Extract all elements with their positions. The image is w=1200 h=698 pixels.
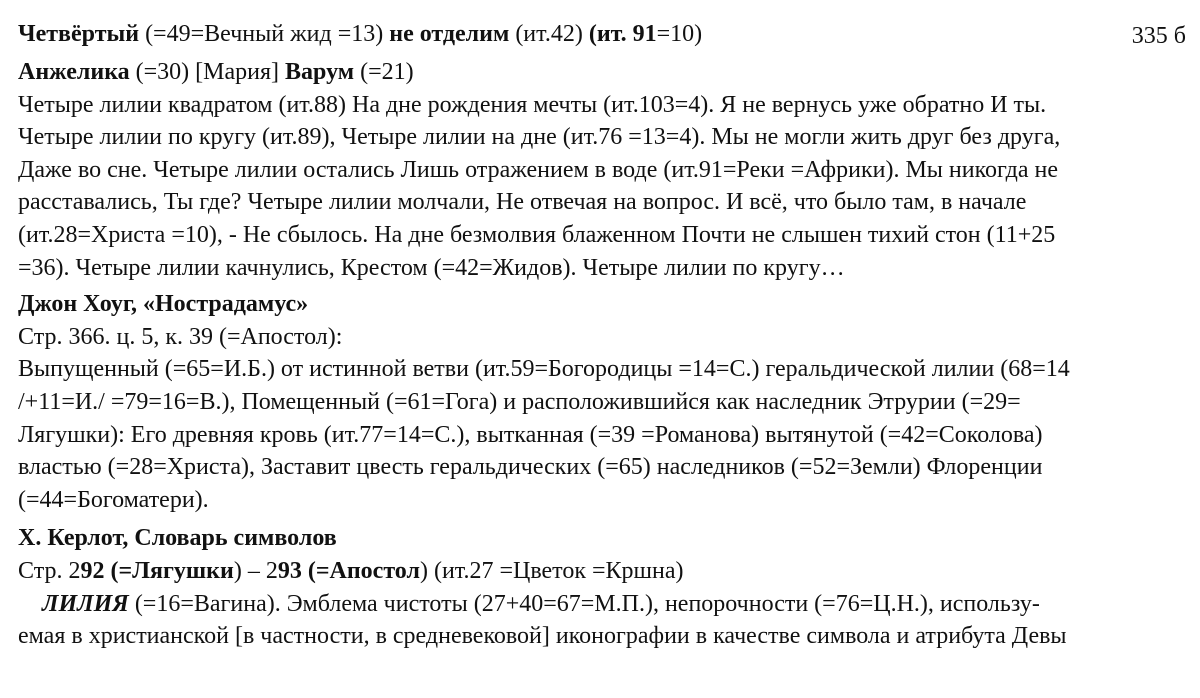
section-title-text: Х. Керлот, Словарь символов <box>18 525 337 552</box>
page-heading <box>18 18 1186 50</box>
ref-part-5: ) (ит.27 =Цветок =Кршна) <box>419 557 684 584</box>
section-title-cirlot <box>18 522 1186 555</box>
name-anzhelika: Анжелика <box>18 59 130 85</box>
heading-part-4: (ит.42) <box>509 21 589 47</box>
poem-line: Четыре лилии квадратом (ит.88) На дне рождения мечты (ит.103=4). Я не вернусь уже обратно И ты. <box>18 91 1047 118</box>
dictionary-entry-line-2: емая в христианской [в частности, в средневековой] иконографии в качестве символа и атрибута Девы <box>18 623 1067 650</box>
poem-line: =36). Четыре лилии качнулись, Крестом (=42=Жидов). Четыре лилии по кругу… <box>18 254 845 281</box>
quote-line: (=44=Богоматери). <box>18 486 209 513</box>
entry-word: ЛИЛИЯ <box>42 590 129 617</box>
ref-part-4: 93 (=Апостол <box>277 557 420 584</box>
names-line <box>18 56 1186 89</box>
section-ref-hogue: Стр. 366. ц. 5, к. 39 (=Апостол): <box>18 323 343 350</box>
ref-part-2: 92 (=Лягушки <box>80 557 234 584</box>
quote-line: Лягушки): Его древняя кровь (ит.77=14=С.), вытканная (=39 =Романова) вытянутой (=42=Соколова) <box>18 421 1043 448</box>
page-number: 335 б <box>1131 23 1186 49</box>
section-ref-cirlot <box>18 555 1186 588</box>
names-part-4: (=21) <box>354 59 414 85</box>
poem-line: расставались, Ты где? Четыре лилии молчали, Не отвечая на вопрос. И всё, что было там, в начале <box>18 189 1027 216</box>
names-part-2: (=30) [Мария] <box>129 59 286 85</box>
section-title-hogue <box>18 288 1186 321</box>
entry-text: (=16=Вагина). Эмблема чистоты (27+40=67=М.П.), непорочности (=76=Ц.Н.), использу- <box>128 590 1040 617</box>
poem-block <box>18 89 1186 285</box>
ref-part-3: ) – 2 <box>233 557 278 584</box>
heading-part-1: Четвёртый <box>18 21 140 47</box>
quote-line: властью (=28=Христа), Заставит цвесть геральдических (=65) наследников (=52=Земли) Флоренции <box>18 454 1043 481</box>
quote-line: Выпущенный (=65=И.Б.) от истинной ветви (ит.59=Богородицы =14=С.) геральдической лилии (68=14 <box>18 356 1070 383</box>
quote-line: /+11=И./ =79=16=В.), Помещенный (=61=Гога) и расположившийся как наследник Этрурии (=29= <box>18 388 1021 415</box>
name-varum: Варум <box>285 59 355 85</box>
heading-part-6: =10) <box>656 21 703 47</box>
ref-part-1: Стр. 2 <box>18 557 81 584</box>
quote-block <box>18 353 1186 516</box>
poem-line: Даже во сне. Четыре лилии остались Лишь отражением в воде (ит.91=Реки =Африки). Мы никогда не <box>18 156 1059 183</box>
poem-line: Четыре лилии по кругу (ит.89), Четыре лилии на дне (ит.76 =13=4). Мы не могли жить друг без друга, <box>18 124 1061 151</box>
heading-part-5: (ит. 91 <box>588 21 657 47</box>
section-title-text: Джон Хоуг, «Нострадамус» <box>18 291 309 318</box>
dictionary-entry-line <box>18 588 1186 621</box>
heading-part-2: (=49=Вечный жид =13) <box>139 21 390 47</box>
poem-line: (ит.28=Христа =10), - Не сбылось. На дне безмолвия блаженном Почти не слышен тихий стон (11+25 <box>18 221 1056 248</box>
document-page <box>18 18 1186 653</box>
heading-part-3: не отделим <box>389 21 510 47</box>
